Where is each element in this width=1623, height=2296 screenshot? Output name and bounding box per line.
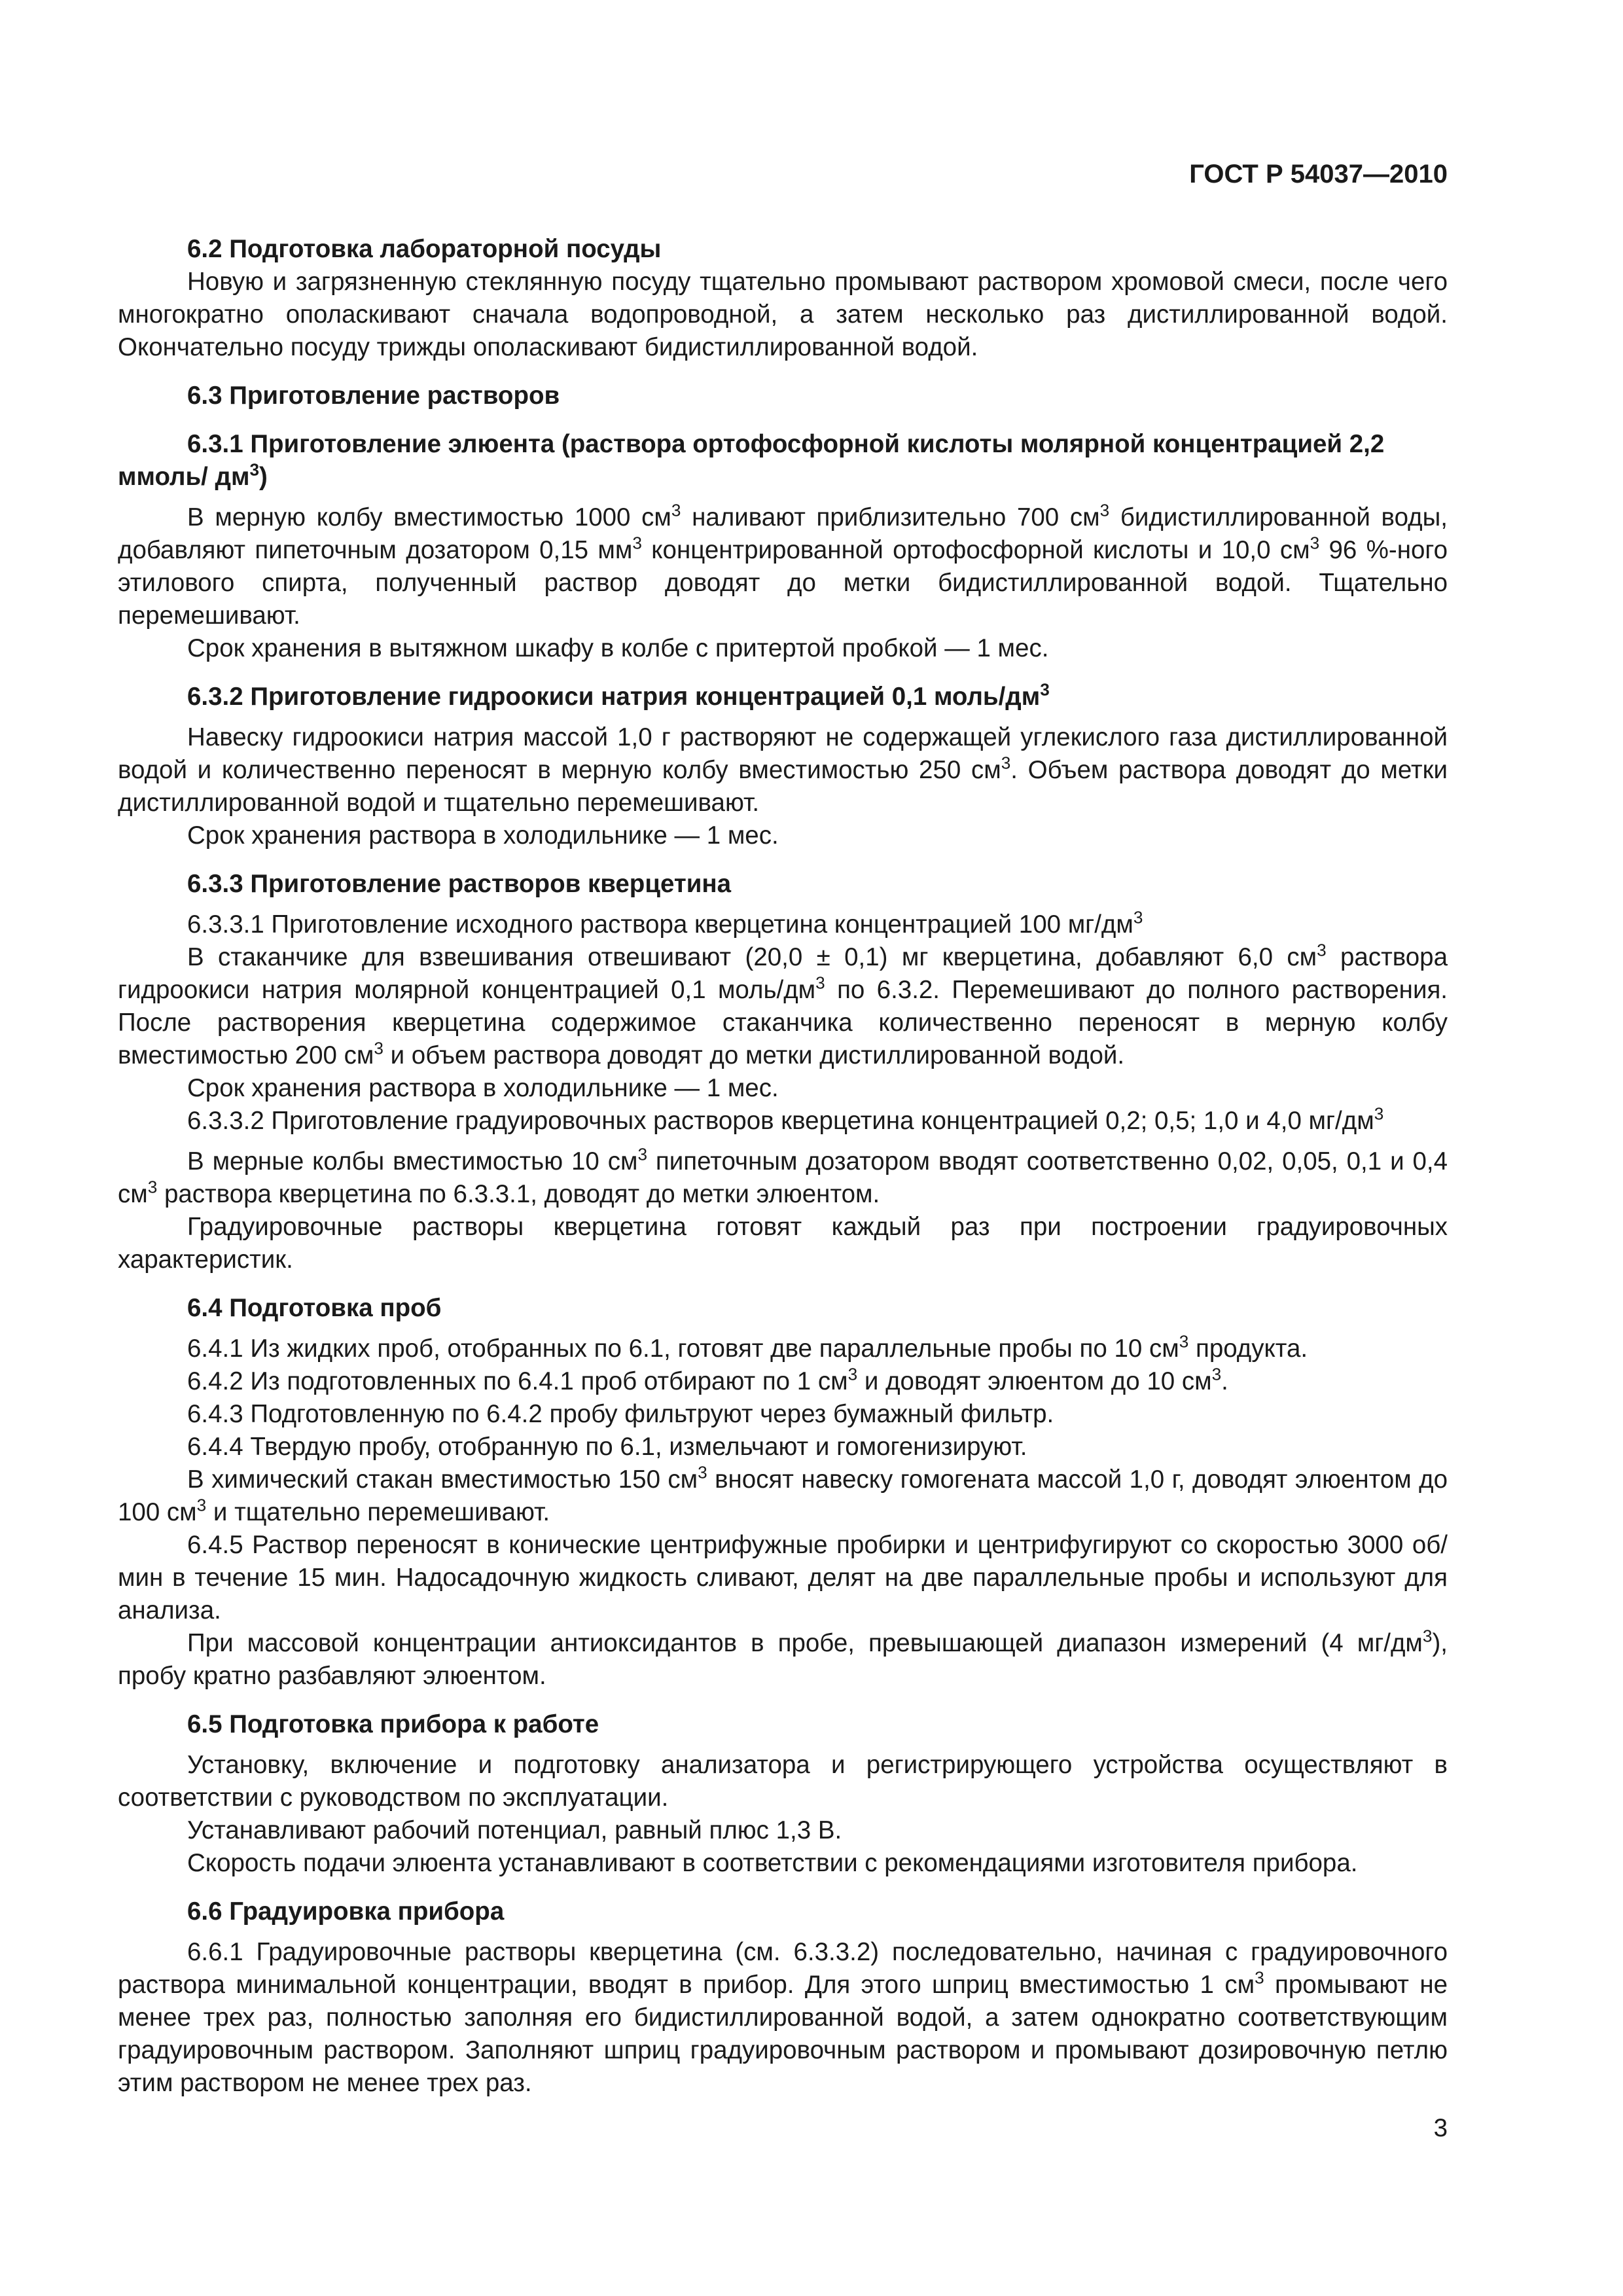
heading-6-4: 6.4 Подготовка проб <box>187 1294 442 1322</box>
paragraph-6-3-3-2-body: В мерные колбы вместимостью 10 $см^3$ пипеточным дозатором вводят соответственно 0,02, 0,05, 0,1 и 0,4 $см^3$ раствора кверцетина по 6.3.3.1, доводят до метки элюентом. <box>118 1144 1448 1208</box>
heading-6-2: 6.2 Подготовка лабораторной посуды <box>187 235 662 263</box>
superscript: 3 <box>249 459 260 480</box>
paragraph-6-4-4-body: В химический стакан вместимостью 150 $см^3$ вносят навеску гомогената массой 1,0 г, доводят элюентом до 100 $см^3$ и тщательно перемешивают. <box>118 1462 1448 1526</box>
paragraph-6-3-3-1: 6.3.3.1 Приготовление исходного раствора кверцетина концентрацией 100 $мг/дм^3$ <box>187 907 1143 939</box>
paragraph-6-4-1: 6.4.1 Из жидких проб, отобранных по 6.1, готовят две параллельные пробы по 10 $см^3$ продукта. <box>187 1331 1308 1363</box>
heading-6-3: 6.3 Приготовление растворов <box>187 382 560 410</box>
page-number: 3 <box>1433 2114 1448 2142</box>
paragraph-6-2: Новую и загрязненную стеклянную посуду тщательно промывают раствором хромовой смеси, после чего многократно ополаскивают сначала водопроводной, а затем несколько раз дистиллированной водой. Окончательно посуду трижды ополаскивают бидистиллированной водой. <box>118 268 1448 361</box>
paragraph-6-3-3-1-storage: Срок хранения раствора в холодильнике — 1 мес. <box>187 1074 779 1102</box>
heading-6-3-2: 6.3.2 Приготовление гидроокиси натрия концентрацией 0,1 моль/$дм^3$ <box>187 679 1050 711</box>
heading-6-3-3: 6.3.3 Приготовление растворов кверцетина <box>187 870 732 898</box>
paragraph-6-4-5-note: При массовой концентрации антиоксидантов в пробе, превышающей диапазон измерений (4 $мг/дм^3$), пробу кратно разбавляют элюентом. <box>118 1626 1448 1690</box>
heading-6-5: 6.5 Подготовка прибора к работе <box>187 1710 599 1738</box>
paragraph-6-4-3: 6.4.3 Подготовленную по 6.4.2 пробу фильтруют через бумажный фильтр. <box>187 1400 1054 1428</box>
heading-6-6: 6.6 Градуировка прибора <box>187 1897 505 1926</box>
paragraph-6-3-3-1-body: В стаканчике для взвешивания отвешивают (20,0 ± 0,1) мг кверцетина, добавляют 6,0 $см^3$ раствора гидроокиси натрия молярной концентрацией 0,1 моль/$дм^3$ по 6.3.2. Перемешивают до полного растворения. После растворения кверцетина содержимое стаканчика количественно переносят в мерную колбу вместимостью 200 $см^3$ и объем раствора доводят до метки дистиллированной водой. <box>118 940 1448 1069</box>
paragraph-6-3-3-2: 6.3.3.2 Приготовление градуировочных растворов кверцетина концентрацией 0,2; 0,5; 1,0 и 4,0 $мг/дм^3$ <box>187 1103 1384 1135</box>
paragraph-6-3-2: Навеску гидроокиси натрия массой 1,0 г растворяют не содержащей углекислого газа дистиллированной водой и количественно переносят в мерную колбу вместимостью 250 $см^3$. Объем раствора доводят до метки дистиллированной водой и тщательно перемешивают. <box>118 723 1448 817</box>
heading-6-3-1: 6.3.1 Приготовление элюента (раствора ортофосфорной кислоты молярной концентрацией 2,2 ммоль/ $дм^3$) <box>118 430 1385 491</box>
document-header: ГОСТ Р 54037—2010 <box>1189 160 1448 188</box>
paragraph-6-3-2-storage: Срок хранения раствора в холодильнике — 1 мес. <box>187 821 779 850</box>
paragraph-6-3-1-storage: Срок хранения в вытяжном шкафу в колбе с притертой пробкой — 1 мес. <box>187 634 1049 662</box>
paragraph-6-4-2: 6.4.2 Из подготовленных по 6.4.1 проб отбирают по 1 $см^3$ и доводят элюентом до 10 $см^3$. <box>187 1364 1228 1395</box>
paragraph-6-5-1: Установку, включение и подготовку анализатора и регистрирующего устройства осуществляют в соответствии с руководством по эксплуатации. <box>118 1751 1448 1812</box>
paragraph-6-5-2: Устанавливают рабочий потенциал, равный плюс 1,3 В. <box>187 1816 842 1844</box>
paragraph-6-4-4: 6.4.4 Твердую пробу, отобранную по 6.1, измельчают и гомогенизируют. <box>187 1433 1027 1461</box>
paragraph-6-5-3: Скорость подачи элюента устанавливают в соответствии с рекомендациями изготовителя прибора. <box>187 1849 1358 1877</box>
paragraph-6-6-1: 6.6.1 Градуировочные растворы кверцетина (см. 6.3.3.2) последовательно, начиная с градуировочного раствора минимальной концентрации, вводят в прибор. Для этого шприц вместимостью 1 $см^3$ промывают не менее трех раз, полностью заполняя его бидистиллированной водой, а затем однократно соответствующим градуировочным раствором. Заполняют шприц градуировочным раствором и промывают дозировочную петлю этим раствором не менее трех раз. <box>118 1938 1448 2097</box>
paragraph-6-3-3-2-note: Градуировочные растворы кверцетина готовят каждый раз при построении градуировочных характеристик. <box>118 1213 1448 1274</box>
paragraph-6-3-1: В мерную колбу вместимостью 1000 $см^3$ наливают приблизительно 700 $см^3$ бидистиллированной воды, добавляют пипеточным дозатором 0,15 $мм^3$ концентрированной ортофосфорной кислоты и 10,0 $см^3$ 96 %-ного этилового спирта, полученный раствор доводят до метки бидистиллированной водой. Тщательно перемешивают. <box>118 500 1448 630</box>
document-body <box>118 233 1448 2100</box>
paragraph-6-4-5: 6.4.5 Раствор переносят в конические центрифужные пробирки и центрифугируют со скоростью 3000 об/мин в течение 15 мин. Надосадочную жидкость сливают, делят на две параллельные пробы и используют для анализа. <box>118 1531 1448 1624</box>
